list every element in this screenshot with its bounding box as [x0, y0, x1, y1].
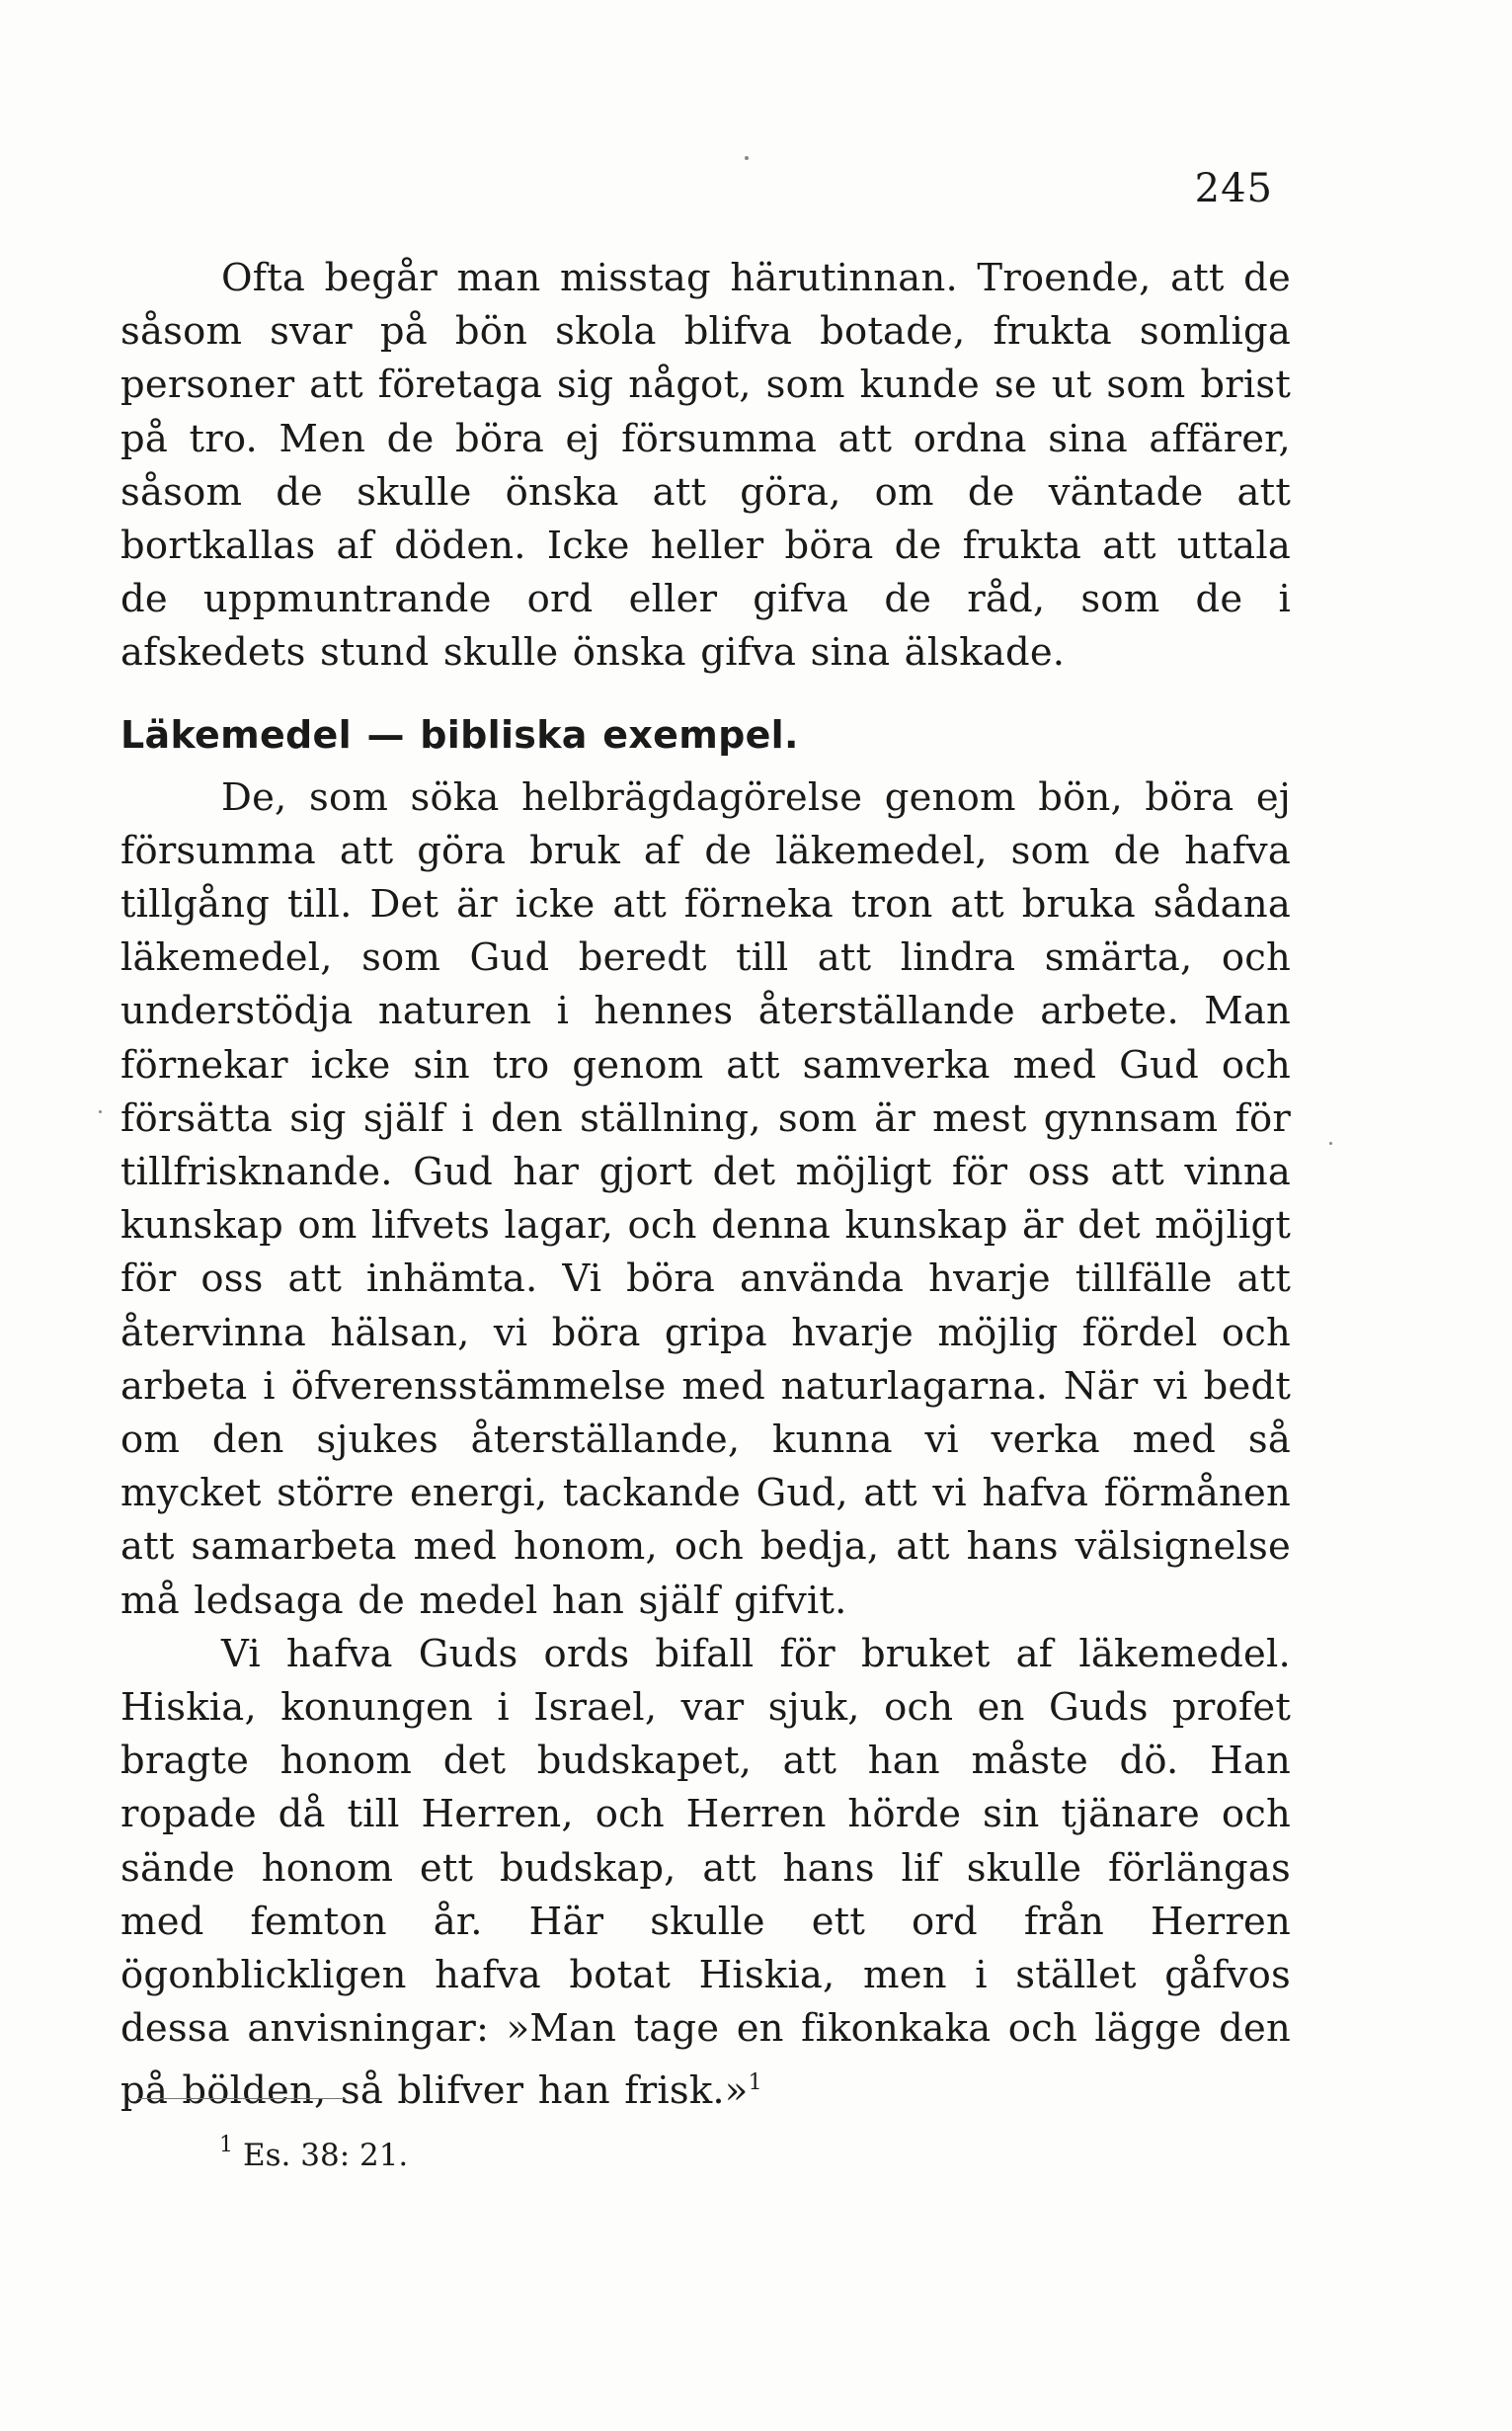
footnote-text: Es. 38: 21.	[243, 2138, 409, 2173]
paragraph-1: Ofta begår man misstag härutinnan. Troende, att de såsom svar på bön skola blifva botade, frukta somliga personer att företaga sig något, som kunde se ut som brist på tro. Men de böra ej försumma att ordna sina affärer, såsom de skulle önska att göra, om de väntade att bortkallas af döden. Icke heller böra de frukta att uttala de uppmuntrande ord eller gifva de råd, som de i afskedets stund skulle önska gifva sina älskade.	[120, 256, 1291, 676]
page-number: 245	[1194, 166, 1273, 211]
paragraph-3	[120, 1628, 1291, 2118]
scan-speck	[99, 1110, 102, 1113]
page-body	[120, 252, 1291, 2118]
scan-speck	[745, 156, 749, 160]
footnote-divider	[138, 2098, 346, 2099]
footnote-marker: 1	[219, 2133, 233, 2157]
paragraph-2: De, som söka helbrägdagörelse genom bön, böra ej försumma att göra bruk af de läkemedel, som de hafva tillgång till. Det är icke att förneka tron att bruka sådana läkemedel, som Gud beredt till att lindra smärta, och understödja naturen i hennes återställande arbete. Man förnekar icke sin tro genom att samverka med Gud och försätta sig själf i den ställning, som är mest gynnsam för tillfrisknande. Gud har gjort det möjligt för oss att vinna kunskap om lifvets lagar, och denna kunskap är det möjligt för oss att inhämta. Vi böra använda hvarje tillfälle att återvinna hälsan, vi böra gripa hvarje möjlig fördel och arbeta i öfverensstämmelse med naturlagarna. När vi bedt om den sjukes återställande, kunna vi verka med så mycket större energi, tackande Gud, att vi hafva förmånen att samarbeta med honom, och bedja, att hans välsignelse må ledsaga de medel han själf gifvit.	[120, 774, 1291, 1623]
paragraph-3-text: Vi hafva Guds ords bifall för bruket af läkemedel. Hiskia, konungen i Israel, var sjuk, och en Guds profet bragte honom det budskapet, att han måste dö. Han ropade då till Herren, och Herren hörde sin tjänare och sände honom ett budskap, att hans lif skulle förlängas med femton år. Här skulle ett ord från Herren ögonblickligen hafva botat Hiskia, men i stället gåfvos dessa anvisningar: »Man tage en fikonkaka och lägge den på bölden, så blifver han frisk.»	[120, 1631, 1291, 2113]
section-heading: Läkemedel — bibliska exempel.	[120, 712, 799, 757]
footnote-reference: 1	[748, 2069, 762, 2095]
footnote	[219, 2126, 408, 2175]
scan-speck	[1329, 1142, 1332, 1145]
